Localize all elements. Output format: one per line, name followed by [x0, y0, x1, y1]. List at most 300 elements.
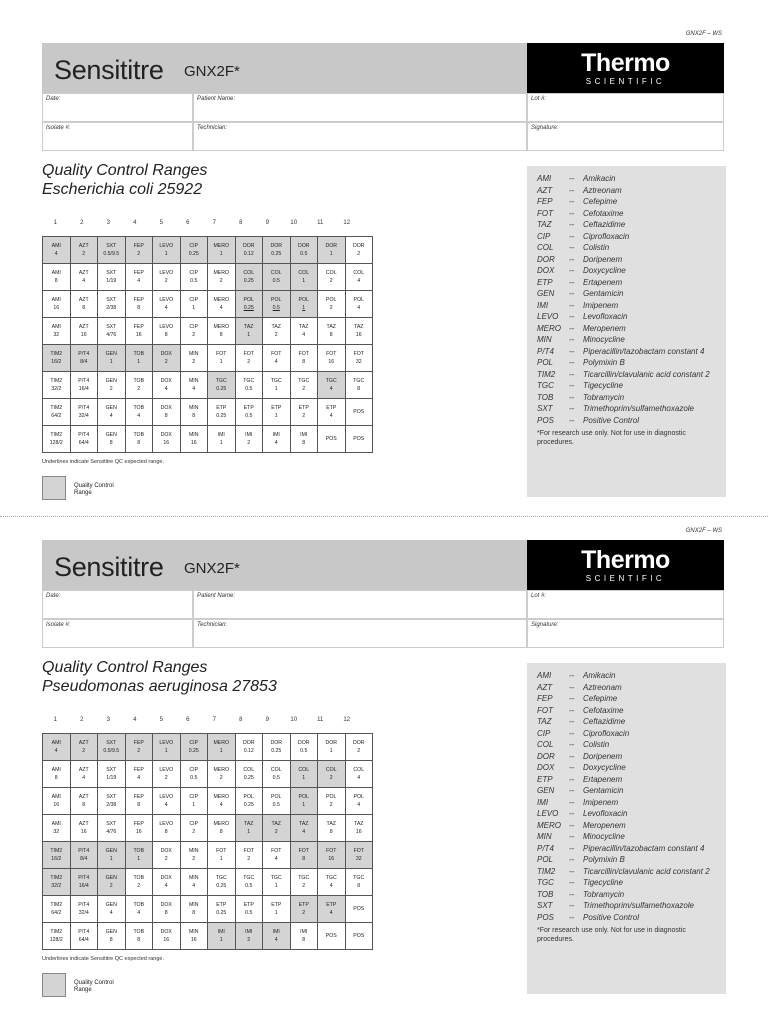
abbreviation-row: IMI -- Imipenem	[537, 797, 619, 807]
well-cell	[98, 896, 126, 923]
well-drug: P/T4	[78, 351, 90, 357]
well-cell	[70, 869, 98, 896]
well-drug: FOT	[326, 848, 337, 854]
well-drug: TGC	[298, 378, 310, 384]
well-concentration: 8	[329, 332, 333, 338]
plate-row	[43, 291, 373, 318]
well-drug: DOR	[242, 740, 255, 746]
well-drug: POL	[271, 297, 282, 303]
plate-row	[43, 896, 373, 923]
well-concentration: 1	[164, 251, 168, 257]
well-cell	[208, 734, 236, 761]
well-cell	[318, 372, 346, 399]
well-concentration: 1	[192, 802, 196, 808]
well-concentration: 4	[54, 251, 58, 257]
well-cell	[43, 896, 71, 923]
well-concentration: 0.25	[243, 278, 254, 284]
well-concentration: 0.25	[271, 251, 282, 257]
well-concentration: 64/2	[51, 413, 62, 419]
well-cell	[153, 426, 181, 453]
well-cell	[235, 318, 263, 345]
well-cell	[263, 318, 291, 345]
well-concentration: 4	[329, 910, 333, 916]
well-concentration: 1/19	[106, 775, 117, 781]
well-cell	[318, 815, 346, 842]
column-number: 5	[159, 717, 163, 723]
well-drug: FEP	[133, 270, 144, 276]
well-concentration: 2	[164, 359, 168, 365]
thermo-scientific-logo: Thermo SCIENTIFIC	[527, 43, 724, 93]
well-cell	[290, 815, 318, 842]
well-cell	[70, 923, 98, 950]
qc-legend-label: Quality Control Range	[74, 980, 114, 993]
plate-row	[43, 761, 373, 788]
well-concentration: 0.5	[300, 748, 308, 754]
well-drug: DOX	[160, 405, 172, 411]
well-cell	[125, 842, 153, 869]
well-concentration: 4	[164, 883, 168, 889]
well-cell	[125, 761, 153, 788]
well-cell	[263, 426, 291, 453]
well-concentration: 32/2	[51, 883, 62, 889]
well-concentration: 4	[137, 910, 141, 916]
well-concentration: 0.5	[245, 883, 253, 889]
organism-name: Pseudomonas aeruginosa 27853	[42, 678, 277, 695]
well-concentration: 0.5/9.5	[103, 748, 120, 754]
well-drug: TGC	[353, 378, 365, 384]
well-cell	[180, 869, 208, 896]
well-drug: P/T4	[78, 902, 90, 908]
well-drug: FOT	[353, 351, 364, 357]
well-cell	[43, 345, 71, 372]
well-concentration: 1	[329, 251, 333, 257]
well-concentration: 2	[302, 910, 306, 916]
lot-field[interactable]: Lot #:	[527, 93, 724, 122]
well-cell	[98, 426, 126, 453]
well-drug: POS	[325, 436, 337, 442]
well-concentration: 4	[137, 413, 141, 419]
well-concentration: 8/4	[80, 359, 88, 365]
well-concentration: 1	[219, 748, 223, 754]
well-concentration: 0.5/9.5	[103, 251, 120, 257]
well-drug: GEN	[105, 432, 117, 438]
well-drug: SXT	[106, 270, 117, 276]
abbreviation-row: TAZ -- Ceftazidime	[537, 717, 626, 726]
well-drug: ETP	[271, 902, 282, 908]
well-drug: TIM2	[50, 405, 63, 411]
plate-grid	[42, 236, 373, 453]
well-concentration: 8	[302, 937, 306, 943]
well-concentration: 32	[53, 829, 60, 835]
thermo-scientific-logo: Thermo SCIENTIFIC	[527, 540, 724, 590]
well-concentration: 1	[329, 748, 333, 754]
well-drug: ETP	[326, 902, 337, 908]
well-concentration: 8	[219, 332, 223, 338]
isolate-field[interactable]: Isolate #:	[42, 619, 193, 648]
well-drug: MIN	[188, 902, 199, 908]
well-cell	[125, 345, 153, 372]
well-drug: COL	[353, 270, 365, 276]
well-cell	[235, 426, 263, 453]
well-concentration: 4	[329, 386, 333, 392]
well-drug: FEP	[133, 821, 144, 827]
well-drug: LEVO	[159, 740, 174, 746]
well-drug: ETP	[298, 405, 309, 411]
well-concentration: 0.5	[272, 278, 280, 284]
well-drug: AZT	[78, 740, 89, 746]
well-cell	[290, 264, 318, 291]
well-concentration: 0.5	[300, 251, 308, 257]
abbreviation-row: FEP -- Cefepime	[537, 197, 618, 206]
well-concentration: 1	[219, 251, 223, 257]
well-drug: COL	[270, 767, 282, 773]
well-drug: AZT	[78, 270, 89, 276]
well-concentration: 16	[80, 332, 87, 338]
well-drug: COL	[243, 270, 255, 276]
well-cell	[43, 815, 71, 842]
well-concentration: 2	[192, 856, 196, 862]
well-concentration: 1	[247, 829, 251, 835]
well-cell	[318, 734, 346, 761]
well-drug: FEP	[133, 767, 144, 773]
well-drug: POS	[325, 933, 337, 939]
well-cell	[98, 237, 126, 264]
well-concentration: 2	[357, 251, 361, 257]
well-cell	[290, 761, 318, 788]
well-drug: IMI	[217, 929, 225, 935]
product-name: GNX2F*	[184, 560, 240, 577]
abbreviation-row: SXT -- Trimethoprim/sulfamethoxazole	[537, 404, 695, 413]
well-drug: TOB	[133, 351, 145, 357]
well-drug: ETP	[216, 902, 227, 908]
well-concentration: 2	[192, 359, 196, 365]
well-cell	[180, 923, 208, 950]
well-drug: CIP	[189, 821, 199, 827]
well-drug: TGC	[215, 875, 227, 881]
lot-field[interactable]: Lot #:	[527, 590, 724, 619]
well-cell	[235, 896, 263, 923]
qc-heading: Quality Control Ranges	[42, 162, 208, 179]
well-cell	[43, 264, 71, 291]
well-drug: AZT	[78, 243, 89, 249]
well-cell	[180, 815, 208, 842]
plate-grid	[42, 733, 373, 950]
plate-row	[43, 399, 373, 426]
column-number: 10	[290, 220, 298, 226]
well-concentration: 2	[329, 775, 333, 781]
abbreviation-row: POS -- Positive Control	[537, 912, 640, 922]
abbreviation-row: AMI -- Amikacin	[537, 671, 616, 680]
abbreviation-row: MIN -- Minocycline	[537, 335, 625, 344]
abbreviation-key	[527, 166, 726, 497]
column-number: 12	[343, 220, 351, 226]
well-concentration: 1	[274, 413, 278, 419]
well-cell	[208, 923, 236, 950]
well-drug: AZT	[78, 767, 89, 773]
well-cell	[290, 399, 318, 426]
well-cell	[98, 923, 126, 950]
well-cell	[345, 318, 373, 345]
well-concentration: 1	[302, 305, 306, 311]
well-cell	[70, 345, 98, 372]
well-drug: IMI	[245, 432, 253, 438]
well-cell	[98, 761, 126, 788]
abbreviation-row: P/T4 -- Piperacillin/tazobactam constant 4	[537, 346, 705, 356]
well-concentration: 8	[137, 802, 141, 808]
well-drug: DOR	[352, 243, 365, 249]
well-cell	[43, 869, 71, 896]
abbreviation-row: AMI -- Amikacin	[537, 174, 616, 183]
date-field[interactable]: Date:	[42, 590, 193, 619]
well-cell	[43, 372, 71, 399]
well-drug: MERO	[213, 740, 230, 746]
abbreviation-row: P/T4 -- Piperacillin/tazobactam constant 4	[537, 843, 705, 853]
well-concentration: 32/4	[78, 413, 89, 419]
document-code: GNX2F – WS	[685, 31, 722, 37]
well-cell	[153, 237, 181, 264]
well-concentration: 32	[355, 359, 362, 365]
well-cell	[180, 237, 208, 264]
well-drug: IMI	[217, 432, 225, 438]
abbreviation-row: LEVO -- Levofloxacin	[537, 809, 628, 818]
well-concentration: 2	[329, 278, 333, 284]
well-drug: TGC	[325, 875, 337, 881]
underline-note: Underlines indicate Sensititre QC expected range.	[42, 956, 164, 962]
well-cell	[98, 869, 126, 896]
document-code: GNX2F – WS	[685, 528, 722, 534]
well-cell	[125, 923, 153, 950]
qc-sheet-2	[0, 497, 768, 997]
well-drug: TAZ	[326, 821, 336, 827]
well-drug: FEP	[133, 740, 144, 746]
well-cell	[208, 896, 236, 923]
well-drug: COL	[298, 270, 310, 276]
well-drug: POL	[243, 297, 254, 303]
column-number: 5	[159, 220, 163, 226]
date-field[interactable]: Date:	[42, 93, 193, 122]
well-concentration: 0.5	[245, 386, 253, 392]
brand-bar	[42, 43, 527, 93]
well-drug: COL	[325, 767, 337, 773]
well-concentration: 64/2	[51, 910, 62, 916]
well-concentration: 4	[109, 413, 113, 419]
well-drug: POL	[271, 794, 282, 800]
well-cell	[290, 842, 318, 869]
well-cell	[125, 869, 153, 896]
well-cell	[180, 761, 208, 788]
well-concentration: 128/2	[49, 937, 63, 943]
well-concentration: 4	[219, 305, 223, 311]
well-cell	[180, 264, 208, 291]
qc-legend-label: Quality Control Range	[74, 483, 114, 496]
plate-row	[43, 345, 373, 372]
well-concentration: 4	[274, 937, 278, 943]
well-concentration: 1	[219, 440, 223, 446]
well-cell	[318, 318, 346, 345]
well-concentration: 2	[357, 748, 361, 754]
well-drug: MIN	[188, 378, 199, 384]
well-concentration: 4	[219, 802, 223, 808]
plate-row	[43, 264, 373, 291]
well-cell	[290, 291, 318, 318]
abbreviation-row: TGC -- Tigecycline	[537, 381, 623, 390]
well-concentration: 2	[302, 413, 306, 419]
well-drug: POS	[353, 409, 365, 415]
well-concentration: 1	[137, 359, 141, 365]
abbreviation-row: CIP -- Ciprofloxacin	[537, 728, 630, 738]
well-concentration: 2	[302, 883, 306, 889]
form-header	[42, 43, 724, 151]
well-cell	[345, 345, 373, 372]
well-drug: IMI	[300, 432, 308, 438]
well-cell	[153, 264, 181, 291]
column-number: 6	[186, 717, 190, 723]
abbreviation-row: DOX -- Doxycycline	[537, 763, 626, 772]
well-drug: TGC	[243, 378, 255, 384]
abbreviation-row: IMI -- Imipenem	[537, 300, 619, 310]
well-cell	[263, 734, 291, 761]
well-concentration: 2	[247, 937, 251, 943]
well-cell	[263, 237, 291, 264]
well-drug: TOB	[133, 405, 145, 411]
well-drug: DOR	[270, 740, 283, 746]
well-concentration: 0.12	[243, 748, 254, 754]
well-drug: TAZ	[244, 324, 254, 330]
brand-bar	[42, 540, 527, 590]
well-cell	[345, 734, 373, 761]
well-cell	[263, 869, 291, 896]
well-cell	[208, 291, 236, 318]
well-concentration: 32	[355, 856, 362, 862]
well-drug: DOX	[160, 848, 172, 854]
well-drug: FOT	[216, 848, 227, 854]
well-concentration: 4	[357, 775, 361, 781]
well-drug: P/T4	[78, 848, 90, 854]
well-cell	[43, 842, 71, 869]
patient-name-field[interactable]: Patient Name:	[193, 93, 527, 122]
technician-field[interactable]: Technician:	[193, 122, 527, 151]
well-concentration: 8	[137, 305, 141, 311]
abbreviation-row: COL -- Colistin	[537, 740, 610, 749]
well-cell	[208, 345, 236, 372]
well-concentration: 0.25	[216, 413, 227, 419]
well-drug: MERO	[213, 243, 230, 249]
well-concentration: 2/38	[106, 802, 117, 808]
well-cell	[153, 869, 181, 896]
signature-field[interactable]: Signature:	[527, 619, 724, 648]
well-cell	[345, 761, 373, 788]
well-cell	[98, 264, 126, 291]
well-cell	[153, 734, 181, 761]
well-cell	[208, 788, 236, 815]
well-cell	[43, 237, 71, 264]
abbreviation-row: POL -- Polymixin B	[537, 855, 625, 864]
well-concentration: 2	[137, 386, 141, 392]
signature-field[interactable]: Signature:	[527, 122, 724, 151]
well-cell	[318, 896, 346, 923]
column-numbers	[42, 220, 360, 230]
well-concentration: 0.25	[243, 305, 254, 311]
patient-name-field[interactable]: Patient Name:	[193, 590, 527, 619]
well-drug: DOR	[325, 243, 338, 249]
well-drug: P/T4	[78, 875, 90, 881]
well-drug: TAZ	[354, 821, 364, 827]
well-concentration: 8	[54, 278, 58, 284]
well-drug: SXT	[106, 740, 117, 746]
well-drug: POL	[298, 297, 309, 303]
brand-name: Sensititre	[54, 55, 164, 85]
well-concentration: 0.25	[216, 386, 227, 392]
well-cell	[318, 426, 346, 453]
well-concentration: 4	[109, 910, 113, 916]
well-concentration: 4	[302, 829, 306, 835]
well-cell	[70, 842, 98, 869]
well-drug: DOX	[160, 378, 172, 384]
well-drug: GEN	[105, 875, 117, 881]
well-concentration: 4/76	[106, 829, 117, 835]
well-drug: POL	[298, 794, 309, 800]
well-drug: MERO	[213, 270, 230, 276]
well-cell	[263, 815, 291, 842]
abbreviation-row: DOR -- Doripenem	[537, 254, 623, 264]
isolate-field[interactable]: Isolate #:	[42, 122, 193, 151]
well-cell	[235, 815, 263, 842]
abbreviation-row: DOR -- Doripenem	[537, 751, 623, 761]
technician-field[interactable]: Technician:	[193, 619, 527, 648]
well-cell	[290, 237, 318, 264]
well-concentration: 16	[190, 937, 197, 943]
well-concentration: 64/4	[78, 440, 89, 446]
well-cell	[180, 426, 208, 453]
well-cell	[235, 345, 263, 372]
well-cell	[43, 318, 71, 345]
well-concentration: 4	[274, 440, 278, 446]
well-drug: MERO	[213, 794, 230, 800]
well-drug: SXT	[106, 767, 117, 773]
well-drug: DOR	[297, 740, 310, 746]
well-concentration: 0.25	[216, 910, 227, 916]
well-concentration: 4	[192, 883, 196, 889]
well-cell	[345, 264, 373, 291]
well-drug: TAZ	[271, 821, 281, 827]
well-drug: TIM2	[50, 378, 63, 384]
well-drug: LEVO	[159, 270, 174, 276]
well-drug: DOR	[352, 740, 365, 746]
well-cell	[153, 318, 181, 345]
well-drug: FEP	[133, 297, 144, 303]
well-cell	[70, 896, 98, 923]
plate-row	[43, 237, 373, 264]
well-drug: DOX	[160, 432, 172, 438]
well-drug: SXT	[106, 243, 117, 249]
well-concentration: 32/4	[78, 910, 89, 916]
well-concentration: 64/4	[78, 937, 89, 943]
well-concentration: 4	[357, 278, 361, 284]
well-concentration: 16	[135, 332, 142, 338]
well-cell	[70, 815, 98, 842]
well-drug: COL	[270, 270, 282, 276]
well-concentration: 4	[274, 359, 278, 365]
well-cell	[318, 869, 346, 896]
well-cell	[180, 788, 208, 815]
well-cell	[318, 923, 346, 950]
well-cell	[235, 869, 263, 896]
well-drug: TAZ	[326, 324, 336, 330]
well-drug: LEVO	[159, 324, 174, 330]
well-cell	[345, 842, 373, 869]
well-cell	[153, 788, 181, 815]
well-concentration: 4	[164, 386, 168, 392]
